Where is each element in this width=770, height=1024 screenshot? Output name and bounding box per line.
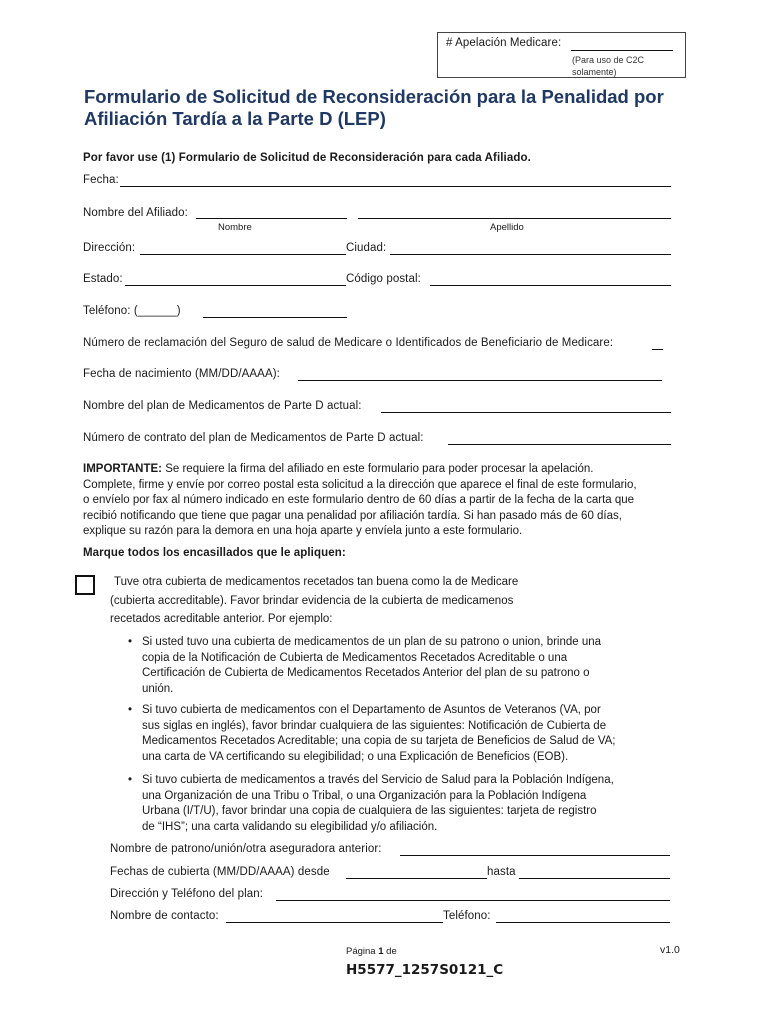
telefono-plan-field[interactable] bbox=[496, 922, 670, 923]
patrono-field[interactable] bbox=[400, 855, 670, 856]
option-line: (cubierta accreditable). Favor brindar evidencia de la cubierta de medicamenos bbox=[110, 594, 514, 607]
bullet-line: de “IHS”; una carta validando su elegibilidad y/o afiliación. bbox=[142, 820, 438, 833]
estado-label: Estado: bbox=[83, 273, 123, 285]
bullet-line: copia de la Notificación de Cubierta de Medicamentos Recetados Acreditable o una bbox=[142, 651, 568, 664]
option-text bbox=[110, 573, 578, 629]
direccion-plan-label: Dirección y Teléfono del plan: bbox=[110, 888, 264, 900]
hasta-label: hasta bbox=[487, 866, 516, 878]
numero-reclamacion-label: Número de reclamación del Seguro de salud de Medicare o Identificados de Beneficiario de Medicare: bbox=[83, 337, 614, 349]
codigo-postal-label: Código postal: bbox=[346, 273, 421, 285]
bullet-dot-icon: • bbox=[128, 704, 133, 716]
bullet-line: unión. bbox=[142, 682, 174, 695]
apellido-field[interactable] bbox=[358, 218, 671, 219]
version-label: v1.0 bbox=[660, 944, 680, 956]
fecha-label: Fecha: bbox=[83, 174, 119, 186]
important-line: Complete, firme y envíe por correo postal esta solicitud a la dirección que aparece el final de este formulario, bbox=[83, 478, 637, 491]
fecha-field[interactable] bbox=[120, 186, 671, 187]
contacto-label: Nombre de contacto: bbox=[110, 910, 219, 922]
option-line: Tuve otra cubierta de medicamentos recetados tan buena como la de Medicare bbox=[114, 576, 519, 588]
important-line: o envíelo por fax al número indicado en este formulario dentro de 60 días a partir de la fecha de la carta que bbox=[83, 494, 635, 507]
bullet-line: Urbana (I/T/U), favor brindar una copia de cualquiera de las siguientes: tarjeta de registro bbox=[142, 805, 597, 818]
telefono-plan-label: Teléfono: bbox=[443, 910, 491, 922]
appeal-number-label: # Apelación Medicare: bbox=[446, 37, 562, 49]
important-paragraph bbox=[83, 462, 693, 540]
bullet-line: una Organización de una Tribu o Tribal, o una Organización para la Población Indígena bbox=[142, 789, 587, 802]
nombre-plan-field[interactable] bbox=[381, 412, 671, 413]
ciudad-label: Ciudad: bbox=[346, 242, 387, 254]
bullet-item bbox=[128, 773, 648, 835]
bullet-line: Medicamentos Recetados Acreditable; una copia de su tarjeta de Beneficios de Salud de VA; bbox=[142, 735, 616, 748]
instruction-text: Por favor use (1) Formulario de Solicitud de Reconsideración para cada Afiliado. bbox=[83, 152, 531, 164]
important-label: IMPORTANTE: bbox=[83, 463, 163, 475]
appeal-note-line: solamente) bbox=[572, 67, 617, 77]
fecha-desde-field[interactable] bbox=[346, 878, 487, 879]
bullet-line: Si tuvo cubierta de medicamentos con el Departamento de Asuntos de Veteranos (VA, por bbox=[142, 704, 601, 716]
appeal-note bbox=[572, 54, 644, 78]
page-number bbox=[346, 946, 397, 957]
nombre-afiliado-label: Nombre del Afiliado: bbox=[83, 207, 188, 219]
page-prefix: Página bbox=[346, 946, 379, 957]
direccion-plan-field[interactable] bbox=[276, 900, 670, 901]
page-title bbox=[84, 86, 704, 130]
page-suffix: de bbox=[383, 946, 397, 957]
important-line: explique su razón para la demora en una hoja aparte y envíela junto a este formulario. bbox=[83, 525, 523, 538]
numero-contrato-label: Número de contrato del plan de Medicamentos de Parte D actual: bbox=[83, 432, 424, 444]
fechas-cubierta-label: Fechas de cubierta (MM/DD/AAAA) desde bbox=[110, 866, 330, 878]
bullet-line: sus siglas en inglés), favor brindar cualquiera de las siguientes: Notificación de Cubierta de bbox=[142, 719, 607, 732]
appeal-number-field[interactable] bbox=[571, 50, 673, 51]
title-line: Afiliación Tardía a la Parte D (LEP) bbox=[84, 108, 386, 129]
contacto-field[interactable] bbox=[226, 922, 443, 923]
bullet-line: Si tuvo cubierta de medicamentos a través del Servicio de Salud para la Población Indígena, bbox=[142, 774, 614, 786]
option-line: recetados acreditable anterior. Por ejemplo: bbox=[110, 613, 333, 625]
numero-contrato-field[interactable] bbox=[448, 444, 671, 445]
nombre-sublabel: Nombre bbox=[218, 222, 252, 233]
important-line: Se requiere la firma del afiliado en este formulario para poder procesar la apelación. bbox=[162, 463, 594, 475]
bullet-line: una carta de VA certificando su elegibilidad; o una Explicación de Beneficios (EOB). bbox=[142, 750, 569, 763]
direccion-label: Dirección: bbox=[83, 242, 136, 254]
patrono-label: Nombre de patrono/unión/otra aseguradora anterior: bbox=[110, 843, 382, 855]
title-line: Formulario de Solicitud de Reconsideración para la Penalidad por bbox=[84, 86, 664, 107]
bullet-line: Certificación de Cubierta de Medicamentos Recetados Anterior del plan de su patrono o bbox=[142, 667, 590, 680]
bullet-dot-icon: • bbox=[128, 636, 133, 648]
bullet-dot-icon: • bbox=[128, 774, 133, 786]
numero-reclamacion-field[interactable] bbox=[652, 349, 663, 350]
codigo-postal-field[interactable] bbox=[430, 285, 671, 286]
option-checkbox[interactable] bbox=[75, 575, 95, 595]
check-all-heading: Marque todos los encasillados que le apliquen: bbox=[83, 547, 346, 559]
bullet-item bbox=[128, 635, 648, 697]
fecha-hasta-field[interactable] bbox=[519, 878, 670, 879]
nombre-plan-label: Nombre del plan de Medicamentos de Parte D actual: bbox=[83, 400, 362, 412]
direccion-field[interactable] bbox=[140, 254, 346, 255]
bullet-line: Si usted tuvo una cubierta de medicamentos de un plan de su patrono o union, brinde una bbox=[142, 636, 602, 648]
telefono-label: Teléfono: (______) bbox=[83, 305, 181, 317]
fecha-nacimiento-field[interactable] bbox=[298, 380, 662, 381]
telefono-field[interactable] bbox=[203, 317, 347, 318]
important-line: recibió notificando que tiene que pagar una penalidad por afiliación tardía. Si han pasado más de 60 días, bbox=[83, 509, 622, 522]
appeal-note-line: (Para uso de C2C bbox=[572, 55, 645, 65]
estado-field[interactable] bbox=[125, 285, 346, 286]
fecha-nacimiento-label: Fecha de nacimiento (MM/DD/AAAA): bbox=[83, 368, 280, 380]
page-num: 1 bbox=[378, 946, 384, 957]
nombre-field[interactable] bbox=[196, 218, 347, 219]
ciudad-field[interactable] bbox=[390, 254, 671, 255]
bullet-item bbox=[128, 703, 648, 765]
apellido-sublabel: Apellido bbox=[490, 222, 524, 233]
form-code: H5577_1257S0121_C bbox=[346, 962, 504, 978]
